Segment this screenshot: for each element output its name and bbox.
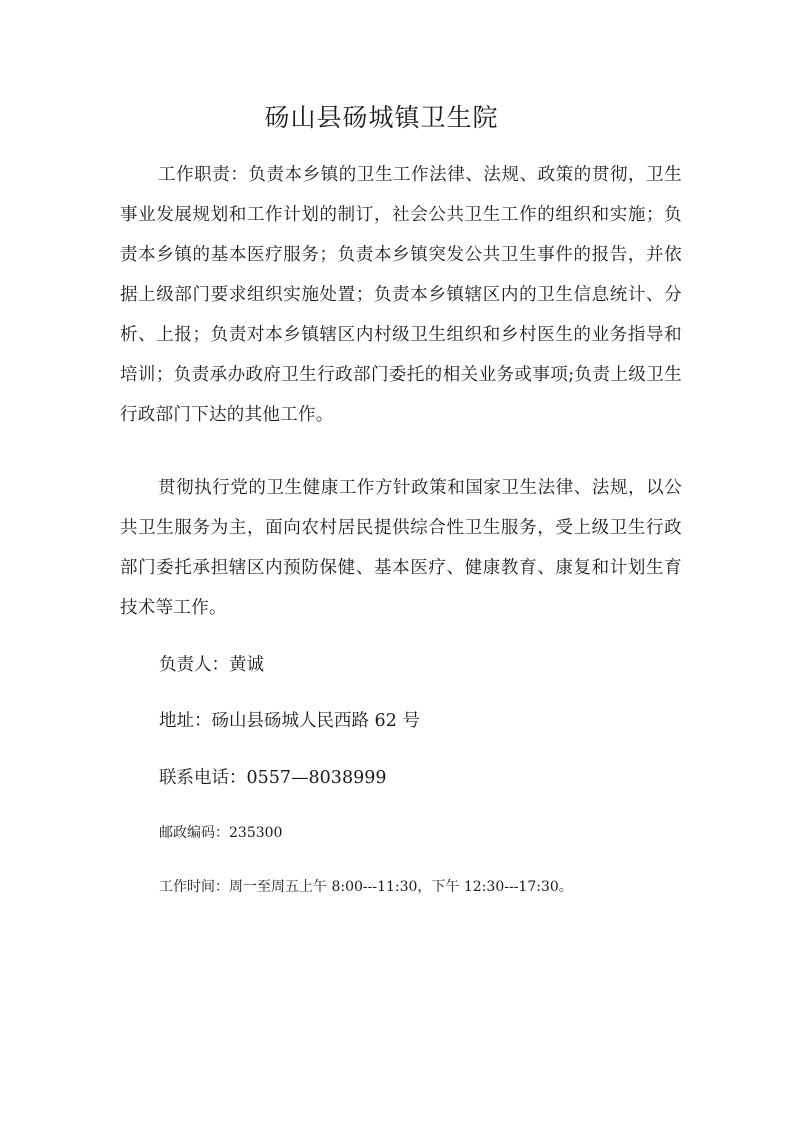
phone-number: 联系电话：0557—8038999 (159, 768, 387, 788)
address: 地址：砀山县砀城人民西路 62 号 (159, 711, 420, 731)
page-title: 砀山县砀城镇卫生院 (264, 103, 499, 132)
postal-code: 邮政编码：235300 (159, 825, 283, 841)
duties-paragraph: 工作职责：负责本乡镇的卫生工作法律、法规、政策的贯彻，卫生事业发展规划和工作计划的制订，社会公共卫生工作的组织和实施；负责本乡镇的基本医疗服务；负责本乡镇突发公共卫生事件的报告，并依据上级部门要求组织实施处置；负责本乡镇辖区内的卫生信息统计、分析、上报；负责对本乡镇辖区内村级卫生组织和乡村医生的业务指导和培训；负责承办政府卫生行政部门委托的相关业务或事项;负责上级卫生行政部门下达的其他工作。 (120, 165, 682, 425)
working-hours: 工作时间：周一至周五上午 8:00---11:30，下午 12:30---17:30。 (159, 879, 573, 895)
mission-paragraph: 贯彻执行党的卫生健康工作方针政策和国家卫生法律、法规，以公共卫生服务为主，面向农村居民提供综合性卫生服务，受上级卫生行政部门委托承担辖区内预防保健、基本医疗、健康教育、康复和计划生育技术等工作。 (120, 478, 682, 618)
person-in-charge: 负责人：黄诚 (159, 655, 264, 675)
